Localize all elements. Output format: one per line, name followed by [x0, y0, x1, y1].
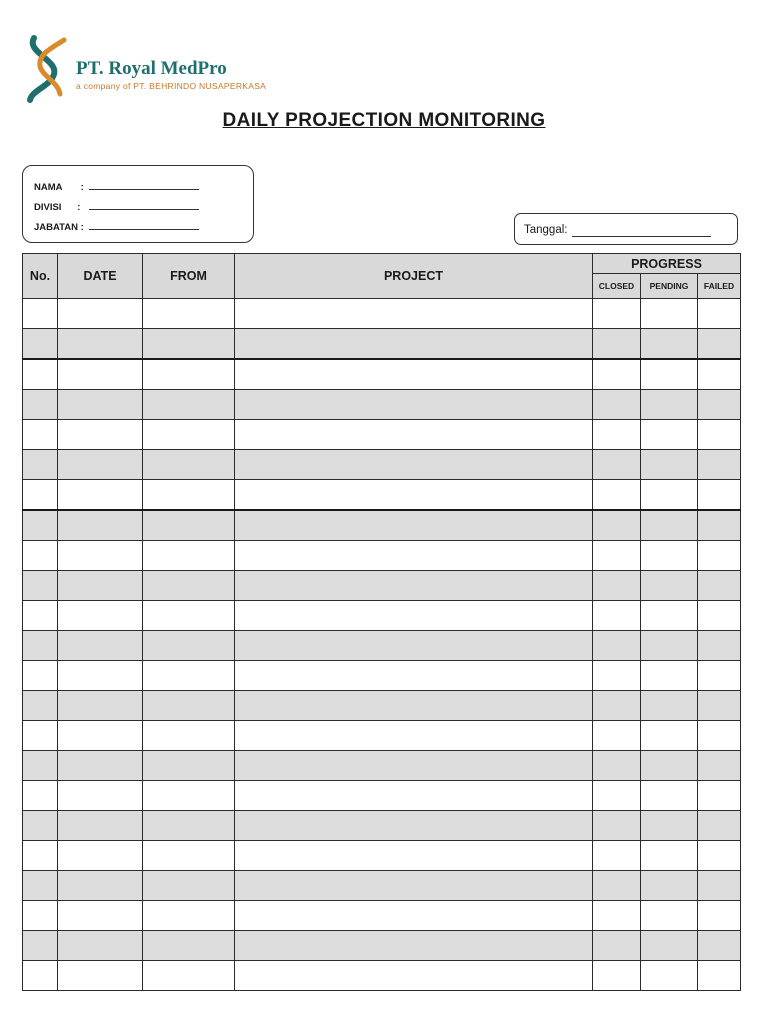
cell-no[interactable] — [23, 510, 58, 541]
projection-table — [22, 253, 741, 991]
cell-no[interactable] — [23, 420, 58, 450]
tanggal-label: Tanggal: — [524, 224, 568, 236]
document-title: DAILY PROJECTION MONITORING — [222, 110, 546, 131]
company-logo-icon — [24, 34, 68, 104]
cell-no[interactable] — [23, 961, 58, 991]
cell-failed[interactable] — [698, 841, 741, 871]
cell-pending[interactable] — [641, 811, 698, 841]
cell-from[interactable] — [143, 661, 235, 691]
cell-date[interactable] — [58, 811, 143, 841]
cell-no[interactable] — [23, 931, 58, 961]
cell-no[interactable] — [23, 450, 58, 480]
cell-failed[interactable] — [698, 781, 741, 811]
cell-no[interactable] — [23, 871, 58, 901]
cell-date[interactable] — [58, 571, 143, 601]
cell-from[interactable] — [143, 601, 235, 631]
nama-field[interactable] — [89, 179, 199, 190]
cell-date[interactable] — [58, 661, 143, 691]
cell-project[interactable] — [235, 571, 593, 601]
cell-closed[interactable] — [593, 420, 641, 450]
cell-no[interactable] — [23, 901, 58, 931]
cell-from[interactable] — [143, 721, 235, 751]
cell-project[interactable] — [235, 691, 593, 721]
cell-project[interactable] — [235, 721, 593, 751]
cell-from[interactable] — [143, 541, 235, 571]
cell-closed[interactable] — [593, 299, 641, 329]
cell-closed[interactable] — [593, 961, 641, 991]
cell-from[interactable] — [143, 781, 235, 811]
cell-failed[interactable] — [698, 299, 741, 329]
table-row — [23, 329, 741, 360]
table-row — [23, 571, 741, 601]
table-row — [23, 299, 741, 329]
cell-failed[interactable] — [698, 961, 741, 991]
cell-no[interactable] — [23, 811, 58, 841]
table-row — [23, 510, 741, 541]
cell-from[interactable] — [143, 571, 235, 601]
table-row — [23, 359, 741, 390]
cell-date[interactable] — [58, 901, 143, 931]
table-row — [23, 450, 741, 480]
cell-no[interactable] — [23, 661, 58, 691]
table-row — [23, 841, 741, 871]
cell-date[interactable] — [58, 541, 143, 571]
employee-info-box — [22, 165, 254, 243]
cell-pending[interactable] — [641, 601, 698, 631]
header-closed: CLOSED — [593, 274, 641, 299]
table-row — [23, 751, 741, 781]
header-project: PROJECT — [235, 254, 593, 299]
cell-date[interactable] — [58, 691, 143, 721]
cell-failed[interactable] — [698, 510, 741, 541]
table-row — [23, 721, 741, 751]
cell-pending[interactable] — [641, 841, 698, 871]
cell-pending[interactable] — [641, 901, 698, 931]
cell-pending[interactable] — [641, 420, 698, 450]
cell-date[interactable] — [58, 329, 143, 360]
cell-no[interactable] — [23, 841, 58, 871]
cell-failed[interactable] — [698, 541, 741, 571]
tanggal-field[interactable] — [572, 236, 711, 237]
jabatan-row — [34, 219, 199, 233]
cell-date[interactable] — [58, 751, 143, 781]
cell-date[interactable] — [58, 510, 143, 541]
cell-date[interactable] — [58, 450, 143, 480]
table-row — [23, 871, 741, 901]
cell-from[interactable] — [143, 961, 235, 991]
cell-pending[interactable] — [641, 541, 698, 571]
cell-pending[interactable] — [641, 781, 698, 811]
cell-date[interactable] — [58, 390, 143, 420]
table-row — [23, 961, 741, 991]
cell-project[interactable] — [235, 841, 593, 871]
cell-pending[interactable] — [641, 480, 698, 511]
cell-project[interactable] — [235, 359, 593, 390]
jabatan-field[interactable] — [89, 219, 199, 230]
cell-closed[interactable] — [593, 811, 641, 841]
table-row — [23, 811, 741, 841]
cell-project[interactable] — [235, 931, 593, 961]
cell-no[interactable] — [23, 781, 58, 811]
cell-pending[interactable] — [641, 751, 698, 781]
table-row — [23, 390, 741, 420]
cell-from[interactable] — [143, 931, 235, 961]
cell-date[interactable] — [58, 871, 143, 901]
cell-from[interactable] — [143, 901, 235, 931]
cell-closed[interactable] — [593, 661, 641, 691]
cell-closed[interactable] — [593, 510, 641, 541]
cell-from[interactable] — [143, 450, 235, 480]
cell-from[interactable] — [143, 751, 235, 781]
table-row — [23, 601, 741, 631]
cell-failed[interactable] — [698, 450, 741, 480]
cell-no[interactable] — [23, 751, 58, 781]
cell-closed[interactable] — [593, 541, 641, 571]
cell-failed[interactable] — [698, 359, 741, 390]
cell-closed[interactable] — [593, 480, 641, 511]
cell-failed[interactable] — [698, 390, 741, 420]
cell-from[interactable] — [143, 510, 235, 541]
header-failed: FAILED — [698, 274, 741, 299]
divisi-field[interactable] — [89, 199, 199, 210]
cell-failed[interactable] — [698, 601, 741, 631]
cell-project[interactable] — [235, 329, 593, 360]
cell-closed[interactable] — [593, 359, 641, 390]
cell-project[interactable] — [235, 420, 593, 450]
cell-project[interactable] — [235, 450, 593, 480]
table-row — [23, 541, 741, 571]
table-row — [23, 480, 741, 511]
cell-pending[interactable] — [641, 359, 698, 390]
table-body — [23, 299, 741, 991]
cell-date[interactable] — [58, 601, 143, 631]
cell-no[interactable] — [23, 359, 58, 390]
header-date: DATE — [58, 254, 143, 299]
cell-failed[interactable] — [698, 329, 741, 360]
cell-failed[interactable] — [698, 480, 741, 511]
cell-closed[interactable] — [593, 721, 641, 751]
date-box — [514, 213, 738, 245]
cell-closed[interactable] — [593, 871, 641, 901]
cell-closed[interactable] — [593, 601, 641, 631]
cell-closed[interactable] — [593, 781, 641, 811]
cell-no[interactable] — [23, 721, 58, 751]
cell-failed[interactable] — [698, 721, 741, 751]
cell-closed[interactable] — [593, 751, 641, 781]
table-row — [23, 931, 741, 961]
cell-from[interactable] — [143, 420, 235, 450]
cell-from[interactable] — [143, 390, 235, 420]
table-row — [23, 631, 741, 661]
cell-pending[interactable] — [641, 390, 698, 420]
cell-closed[interactable] — [593, 631, 641, 661]
header-pending: PENDING — [641, 274, 698, 299]
company-name: PT. Royal MedPro — [76, 58, 227, 79]
cell-pending[interactable] — [641, 961, 698, 991]
cell-failed[interactable] — [698, 751, 741, 781]
cell-no[interactable] — [23, 691, 58, 721]
cell-closed[interactable] — [593, 931, 641, 961]
cell-date[interactable] — [58, 961, 143, 991]
cell-pending[interactable] — [641, 871, 698, 901]
cell-no[interactable] — [23, 631, 58, 661]
cell-no[interactable] — [23, 571, 58, 601]
cell-from[interactable] — [143, 299, 235, 329]
cell-closed[interactable] — [593, 329, 641, 360]
table-row — [23, 661, 741, 691]
divisi-label: DIVISI : — [34, 202, 81, 213]
nama-row — [34, 179, 199, 193]
cell-closed[interactable] — [593, 841, 641, 871]
cell-date[interactable] — [58, 841, 143, 871]
cell-from[interactable] — [143, 480, 235, 511]
cell-closed[interactable] — [593, 691, 641, 721]
cell-pending[interactable] — [641, 510, 698, 541]
cell-date[interactable] — [58, 359, 143, 390]
cell-failed[interactable] — [698, 691, 741, 721]
cell-date[interactable] — [58, 781, 143, 811]
cell-failed[interactable] — [698, 871, 741, 901]
cell-no[interactable] — [23, 601, 58, 631]
cell-project[interactable] — [235, 631, 593, 661]
cell-pending[interactable] — [641, 631, 698, 661]
nama-label: NAMA : — [34, 182, 84, 193]
table-row — [23, 691, 741, 721]
cell-project[interactable] — [235, 961, 593, 991]
cell-failed[interactable] — [698, 811, 741, 841]
cell-no[interactable] — [23, 329, 58, 360]
cell-closed[interactable] — [593, 901, 641, 931]
cell-pending[interactable] — [641, 450, 698, 480]
cell-failed[interactable] — [698, 631, 741, 661]
cell-pending[interactable] — [641, 931, 698, 961]
cell-project[interactable] — [235, 601, 593, 631]
cell-project[interactable] — [235, 811, 593, 841]
cell-pending[interactable] — [641, 691, 698, 721]
cell-failed[interactable] — [698, 661, 741, 691]
table-row — [23, 781, 741, 811]
cell-closed[interactable] — [593, 571, 641, 601]
cell-from[interactable] — [143, 631, 235, 661]
header-from: FROM — [143, 254, 235, 299]
cell-failed[interactable] — [698, 571, 741, 601]
cell-no[interactable] — [23, 541, 58, 571]
header-no: No. — [23, 254, 58, 299]
cell-project[interactable] — [235, 510, 593, 541]
cell-date[interactable] — [58, 299, 143, 329]
cell-no[interactable] — [23, 480, 58, 511]
table-row — [23, 420, 741, 450]
cell-project[interactable] — [235, 901, 593, 931]
cell-from[interactable] — [143, 871, 235, 901]
cell-failed[interactable] — [698, 901, 741, 931]
cell-pending[interactable] — [641, 661, 698, 691]
cell-project[interactable] — [235, 390, 593, 420]
cell-project[interactable] — [235, 661, 593, 691]
cell-from[interactable] — [143, 359, 235, 390]
cell-pending[interactable] — [641, 329, 698, 360]
cell-date[interactable] — [58, 721, 143, 751]
cell-project[interactable] — [235, 541, 593, 571]
cell-project[interactable] — [235, 299, 593, 329]
cell-no[interactable] — [23, 390, 58, 420]
company-subtitle: a company of PT. BEHRINDO NUSAPERKASA — [76, 81, 267, 91]
divisi-row — [34, 199, 199, 213]
cell-pending[interactable] — [641, 299, 698, 329]
cell-no[interactable] — [23, 299, 58, 329]
table-row — [23, 901, 741, 931]
jabatan-label: JABATAN : — [34, 222, 84, 233]
cell-project[interactable] — [235, 480, 593, 511]
cell-project[interactable] — [235, 751, 593, 781]
cell-failed[interactable] — [698, 931, 741, 961]
cell-date[interactable] — [58, 931, 143, 961]
cell-pending[interactable] — [641, 721, 698, 751]
cell-from[interactable] — [143, 691, 235, 721]
cell-from[interactable] — [143, 329, 235, 360]
cell-project[interactable] — [235, 781, 593, 811]
cell-project[interactable] — [235, 871, 593, 901]
header-progress: PROGRESS — [593, 254, 741, 274]
cell-closed[interactable] — [593, 450, 641, 480]
cell-closed[interactable] — [593, 390, 641, 420]
cell-pending[interactable] — [641, 571, 698, 601]
cell-date[interactable] — [58, 480, 143, 511]
cell-failed[interactable] — [698, 420, 741, 450]
cell-from[interactable] — [143, 811, 235, 841]
cell-date[interactable] — [58, 631, 143, 661]
cell-date[interactable] — [58, 420, 143, 450]
cell-from[interactable] — [143, 841, 235, 871]
